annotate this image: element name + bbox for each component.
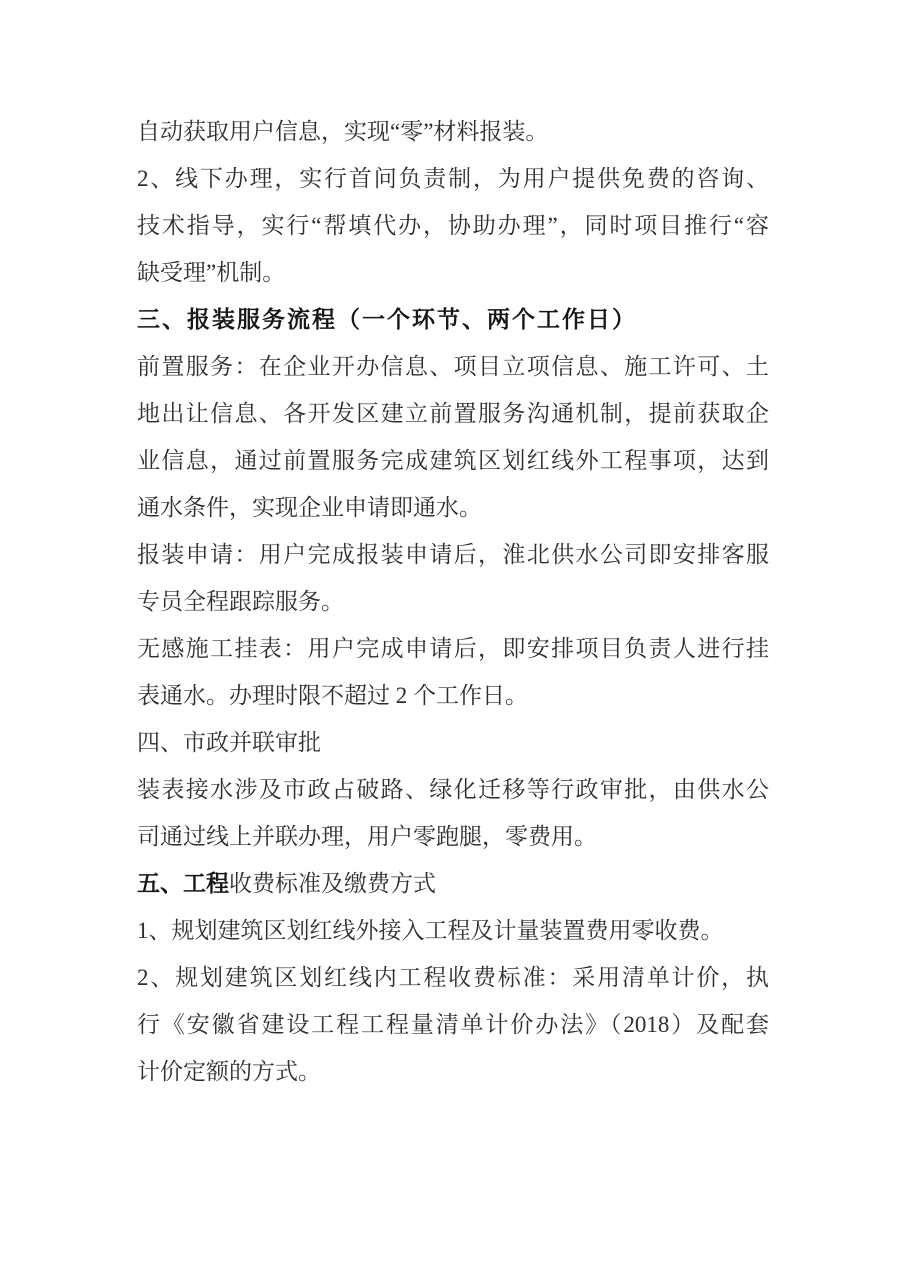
body-line: 前置服务：在企业开办信息、项目立项信息、施工许可、土 [137, 354, 769, 379]
body-line: 无感施工挂表：用户完成申请后，即安排项目负责人进行挂 [137, 636, 769, 661]
body-line: 表通水。办理时限不超过 2 个工作日。 [137, 683, 528, 708]
body-line: 2、线下办理，实行首问负责制，为用户提供免费的咨询、 [137, 166, 769, 191]
body-line: 技术指导，实行“帮填代办，协助办理”，同时项目推行“容 [137, 213, 769, 238]
body-line: 1、规划建筑区划红线外接入工程及计量装置费用零收费。 [137, 918, 724, 943]
section-heading-3: 三、报装服务流程（一个环节、两个工作日） [137, 307, 637, 332]
body-line: 业信息，通过前置服务完成建筑区划红线外工程事项，达到 [137, 448, 769, 473]
body-line: 2、规划建筑区划红线内工程收费标准：采用清单计价，执 [137, 965, 769, 990]
body-line: 司通过线上并联办理，用户零跑腿，零费用。 [137, 824, 597, 849]
body-line: 专员全程跟踪服务。 [137, 589, 344, 614]
body-line: 自动获取用户信息，实现“零”材料报装。 [137, 119, 549, 144]
section-heading-5-regular-part: 收费标准及缴费方式 [229, 871, 436, 896]
body-line: 地出让信息、各开发区建立前置服务沟通机制，提前获取企 [137, 401, 769, 426]
body-line: 装表接水涉及市政占破路、绿化迁移等行政审批，由供水公 [137, 777, 769, 802]
section-heading-5-bold-part: 五、工程 [137, 871, 229, 896]
body-line: 报装申请：用户完成报装申请后，淮北供水公司即安排客服 [137, 542, 769, 567]
body-line: 缺受理”机制。 [137, 260, 286, 285]
section-heading-4: 四、市政并联审批 [137, 730, 321, 755]
body-line: 通水条件，实现企业申请即通水。 [137, 495, 482, 520]
body-line: 计价定额的方式。 [137, 1059, 321, 1084]
document-text-block [137, 108, 769, 1095]
section-heading-5 [137, 860, 769, 907]
body-line: 行《安徽省建设工程工程量清单计价办法》（2018）及配套 [137, 1012, 769, 1037]
